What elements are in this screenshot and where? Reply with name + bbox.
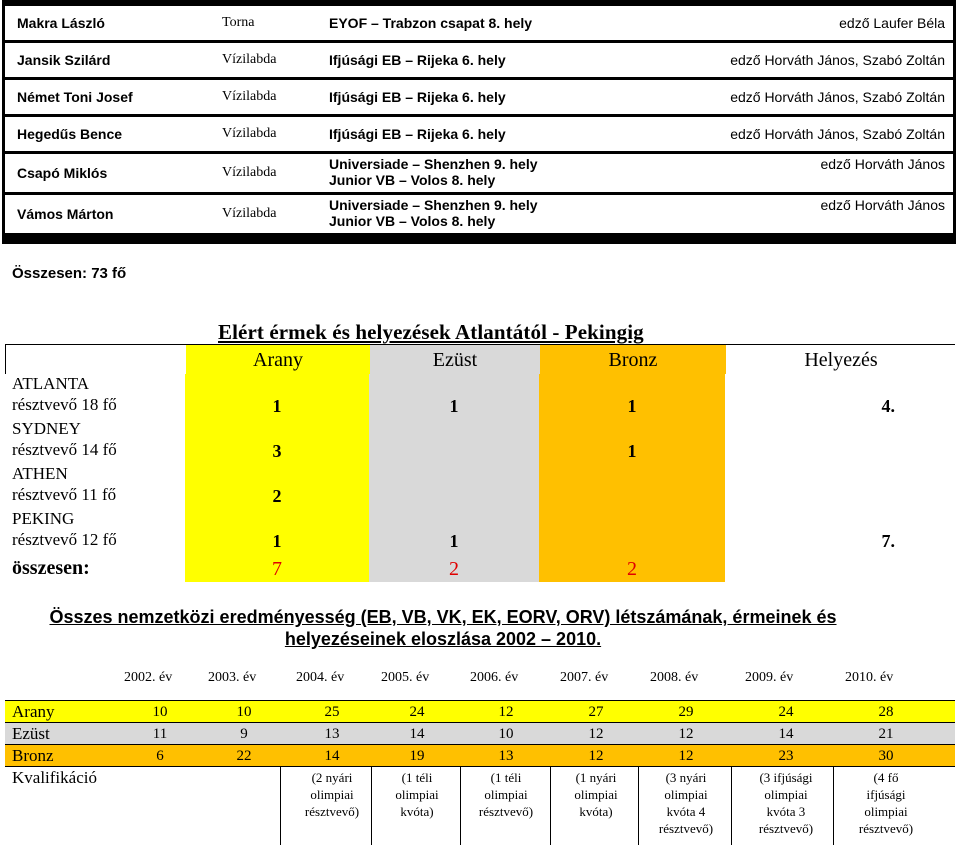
gold-value: 2 xyxy=(272,486,282,506)
distribution-value: 24 xyxy=(778,704,794,720)
distribution-title xyxy=(0,606,886,650)
distribution-label: Ezüst xyxy=(12,724,50,743)
distribution-value: 27 xyxy=(588,704,604,720)
qualification-value xyxy=(461,769,551,820)
athlete-row xyxy=(5,154,953,192)
athlete-coach: edző Horváth János, Szabó Zoltán xyxy=(575,117,953,151)
distribution-value: 19 xyxy=(409,748,425,764)
qualification-line: kvóta 4 xyxy=(666,804,706,819)
distribution-value: 12 xyxy=(498,704,514,720)
distribution-row xyxy=(5,744,955,766)
header-bronze: Bronz xyxy=(540,345,726,375)
qualification-label: Kvalifikáció xyxy=(12,768,97,787)
athlete-coach: edző Horváth János xyxy=(575,154,953,192)
athlete-sport: Vízilabda xyxy=(208,43,323,77)
distribution-value: 30 xyxy=(878,748,894,764)
distribution-value: 12 xyxy=(588,748,604,764)
qualification-separator xyxy=(833,767,834,845)
medals-body xyxy=(5,374,955,582)
distribution-value: 28 xyxy=(878,704,894,720)
total-gold: 7 xyxy=(272,558,282,580)
medals-title: Elért érmek és helyezések Atlantától - Pekingig xyxy=(218,320,644,344)
place-value: 4. xyxy=(881,396,895,416)
qualification-separator xyxy=(371,767,372,845)
distribution-value: 14 xyxy=(324,748,340,764)
qualification-value xyxy=(741,769,831,837)
athlete-sport: Vízilabda xyxy=(208,117,323,151)
athlete-event xyxy=(323,154,575,192)
distribution-value: 12 xyxy=(678,726,694,742)
athlete-row xyxy=(5,6,953,40)
qualification-line: kvóta 3 xyxy=(766,804,806,819)
distribution-label: Arany xyxy=(12,702,55,721)
qualification-line: olimpiai xyxy=(864,804,908,819)
athlete-sport: Vízilabda xyxy=(208,154,323,192)
distribution-value: 10 xyxy=(236,704,252,720)
distribution-value: 21 xyxy=(878,726,894,742)
event-line: Ifjúsági EB – Rijeka 6. hely xyxy=(329,89,506,105)
qualification-separator xyxy=(460,767,461,845)
year-header: 2002. év xyxy=(124,670,173,685)
qualification-line: résztvevő) xyxy=(858,821,914,836)
athlete-name: Jansik Szilárd xyxy=(5,43,208,77)
qualification-row xyxy=(5,766,955,846)
athlete-name: Hegedűs Bence xyxy=(5,117,208,151)
distribution-row xyxy=(5,722,955,744)
games-name: SYDNEY xyxy=(12,419,81,438)
qualification-line: résztvevő) xyxy=(758,821,814,836)
silver-value: 1 xyxy=(449,531,459,551)
qualification-line: olimpiai xyxy=(574,787,618,802)
distribution-label: Bronz xyxy=(12,746,54,765)
qualification-value xyxy=(641,769,731,837)
year-header: 2008. év xyxy=(650,670,699,685)
qualification-separator xyxy=(731,767,732,845)
athlete-row xyxy=(5,195,953,233)
qualification-line: résztvevő) xyxy=(658,821,714,836)
medal-row xyxy=(5,464,955,510)
bronze-value: 1 xyxy=(627,396,637,416)
distribution-value: 10 xyxy=(498,726,514,742)
distribution-value: 11 xyxy=(152,726,168,742)
athlete-event xyxy=(323,43,575,77)
athlete-row xyxy=(5,43,953,77)
event-line: Ifjúsági EB – Rijeka 6. hely xyxy=(329,52,506,68)
distribution-value: 13 xyxy=(498,748,514,764)
total-silver: 2 xyxy=(449,558,459,580)
event-line: EYOF – Trabzon csapat 8. hely xyxy=(329,15,533,31)
medals-header xyxy=(5,344,955,374)
qualification-line: olimpiai xyxy=(764,787,808,802)
year-header: 2004. év xyxy=(296,670,345,685)
qualification-line: (1 nyári xyxy=(575,770,617,785)
medal-row xyxy=(5,419,955,465)
distribution-value: 24 xyxy=(409,704,425,720)
distribution-value: 12 xyxy=(588,726,604,742)
medal-row xyxy=(5,374,955,420)
games-participants: résztvevő 11 fő xyxy=(12,485,117,504)
athlete-name: Vámos Márton xyxy=(5,195,208,233)
qualification-separator xyxy=(280,767,281,845)
medal-row xyxy=(5,509,955,555)
distribution-value: 25 xyxy=(324,704,340,720)
games-name: PEKING xyxy=(12,509,75,528)
medals-total-row xyxy=(5,554,955,582)
year-header: 2003. év xyxy=(208,670,257,685)
distribution-title-line1: Összes nemzetközi eredményesség (EB, VB, VK, EK, EORV, ORV) létszámának, érmeinek és xyxy=(49,607,837,627)
games-participants: résztvevő 18 fő xyxy=(12,395,117,414)
qualification-value xyxy=(287,769,377,820)
qualification-value xyxy=(841,769,931,837)
athlete-name: Makra László xyxy=(5,6,208,40)
year-header: 2005. év xyxy=(381,670,430,685)
games-name: ATHEN xyxy=(12,464,68,483)
games-participants: résztvevő 14 fő xyxy=(12,440,117,459)
qualification-line: (4 fő xyxy=(873,770,899,785)
total-label: összesen: xyxy=(12,557,90,579)
athlete-event xyxy=(323,80,575,114)
qualification-line: (3 nyári xyxy=(665,770,707,785)
qualification-line: (3 ifjúsági xyxy=(759,770,813,785)
athlete-name: Német Toni Josef xyxy=(5,80,208,114)
year-header: 2007. év xyxy=(560,670,609,685)
athlete-sport: Vízilabda xyxy=(208,195,323,233)
athlete-name: Csapó Miklós xyxy=(5,154,208,192)
athlete-coach: edző Laufer Béla xyxy=(575,6,953,40)
athletes-table xyxy=(2,0,956,244)
qualification-line: olimpiai xyxy=(310,787,354,802)
qualification-line: ifjúsági xyxy=(866,787,906,802)
event-line: Junior VB – Volos 8. hely xyxy=(329,213,496,229)
qualification-line: résztvevő) xyxy=(478,804,534,819)
distribution-value: 12 xyxy=(678,748,694,764)
distribution-title-line2: helyezéseinek eloszlása 2002 – 2010. xyxy=(284,629,602,649)
distribution-value: 29 xyxy=(678,704,694,720)
year-header: 2010. év xyxy=(845,670,894,685)
qualification-line: (1 téli xyxy=(490,770,522,785)
qualification-line: (1 téli xyxy=(401,770,433,785)
distribution-value: 22 xyxy=(236,748,252,764)
header-gold: Arany xyxy=(186,345,370,375)
year-header: 2009. év xyxy=(745,670,794,685)
athlete-coach: edző Horváth János, Szabó Zoltán xyxy=(575,43,953,77)
qualification-line: olimpiai xyxy=(664,787,708,802)
total-bronze: 2 xyxy=(627,558,637,580)
athlete-event xyxy=(323,6,575,40)
athlete-coach: edző Horváth János xyxy=(575,195,953,233)
athlete-row xyxy=(5,80,953,114)
games-name: ATLANTA xyxy=(12,374,90,393)
gold-value: 1 xyxy=(272,531,282,551)
distribution-value: 23 xyxy=(778,748,794,764)
qualification-line: résztvevő) xyxy=(304,804,360,819)
athlete-row xyxy=(5,117,953,151)
qualification-separator xyxy=(550,767,551,845)
qualification-line: kvóta) xyxy=(579,804,613,819)
qualification-value xyxy=(551,769,641,820)
athletes-grid xyxy=(5,3,953,236)
bronze-value: 1 xyxy=(627,441,637,461)
total-count: Összesen: 73 fő xyxy=(12,265,127,282)
event-line: Junior VB – Volos 8. hely xyxy=(329,172,496,188)
year-header: 2006. év xyxy=(470,670,519,685)
event-line: Universiade – Shenzhen 9. hely xyxy=(329,156,538,172)
athlete-coach: edző Horváth János, Szabó Zoltán xyxy=(575,80,953,114)
distribution-value: 6 xyxy=(156,748,164,764)
qualification-line: olimpiai xyxy=(395,787,439,802)
distribution-value: 14 xyxy=(778,726,794,742)
athlete-event xyxy=(323,195,575,233)
games-participants: résztvevő 12 fő xyxy=(12,530,117,549)
distribution-value: 10 xyxy=(152,704,168,720)
header-silver: Ezüst xyxy=(370,345,540,375)
event-line: Ifjúsági EB – Rijeka 6. hely xyxy=(329,126,506,142)
athlete-sport: Torna xyxy=(208,6,323,40)
distribution-value: 14 xyxy=(409,726,425,742)
distribution-value: 9 xyxy=(240,726,248,742)
gold-value: 1 xyxy=(272,396,282,416)
place-value: 7. xyxy=(881,531,895,551)
qualification-line: (2 nyári xyxy=(311,770,353,785)
qualification-line: kvóta) xyxy=(400,804,434,819)
qualification-line: olimpiai xyxy=(484,787,528,802)
header-place: Helyezés xyxy=(804,349,878,371)
athlete-sport: Vízilabda xyxy=(208,80,323,114)
distribution-value: 13 xyxy=(324,726,340,742)
event-line: Universiade – Shenzhen 9. hely xyxy=(329,197,538,213)
silver-value: 1 xyxy=(449,396,459,416)
athlete-event xyxy=(323,117,575,151)
qualification-value xyxy=(372,769,462,820)
qualification-separator xyxy=(638,767,639,845)
distribution-row xyxy=(5,700,955,722)
gold-value: 3 xyxy=(272,441,282,461)
